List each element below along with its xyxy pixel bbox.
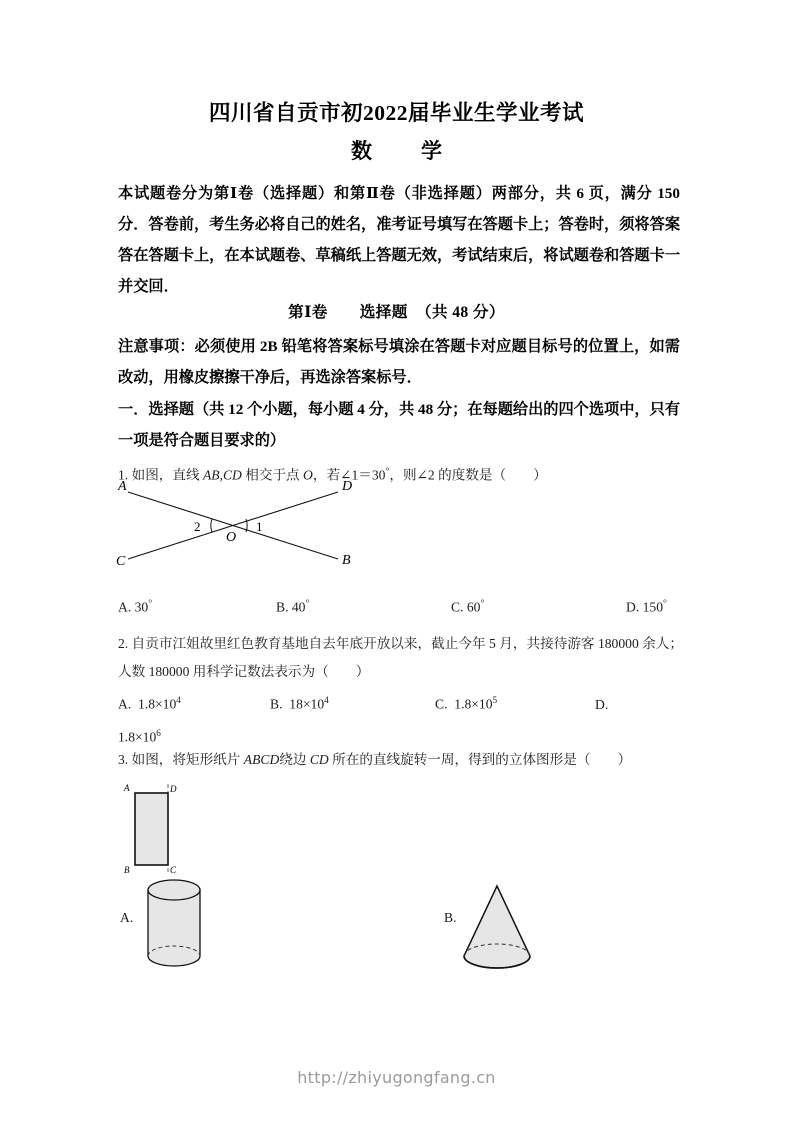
page-title: 四川省自贡市初2022届毕业生学业考试 [208, 101, 584, 125]
question-3-stem [118, 746, 683, 774]
q3-stem-part1: 如图，将矩形纸片 [131, 752, 244, 767]
q3-edge-name: CD [309, 752, 329, 767]
q3-stem-part2: 绕边 [279, 752, 310, 767]
option-2-d-value[interactable]: $1.8\times 10^6$ [118, 727, 161, 745]
q2-stem-text: 自贡市江姐故里红色教育基地自去年底开放以来，截止今年 5 月，共接待游客 180000 余人；人数 180000 用科学记数法表示为（ ） [118, 636, 683, 679]
exponent-c: 5 [492, 695, 498, 705]
q1-degree-symbol: ° [385, 466, 390, 477]
exponent-b: 4 [324, 695, 329, 705]
site-watermark: http://zhiyugongfang.cn [297, 1068, 496, 1087]
option-1-c[interactable]: C. 60° [451, 598, 485, 615]
multiple-choice-heading: 一．选择题（共 12 个小题，每小题 4 分，共 48 分；在每题给出的四个选项中，只有一项是符合题目要求的） [118, 401, 680, 449]
intersecting-lines-diagram [110, 478, 370, 578]
q1-stem-part2: 相交于点 [241, 467, 304, 483]
answer-sheet-notice: 注意事项：必须使用 2B 铅笔将答案标号填涂在答题卡对应题目标号的位置上，如需改动，用橡皮擦擦干净后，再选涂答案标号． [118, 338, 680, 386]
option-1-b[interactable]: B. 40° [276, 598, 310, 615]
question-2-stem [118, 630, 683, 686]
question-1-options [118, 590, 683, 622]
q1-stem-part3: ，若∠1＝30 [312, 467, 386, 483]
q1-point-name: O [303, 467, 313, 483]
q3-label-D: D [170, 784, 177, 794]
q1-label-A: A [118, 479, 127, 494]
cone-figure [430, 868, 730, 978]
option-2-b[interactable]: B. $18\times 10^4$ [270, 695, 329, 712]
option-1-d[interactable]: D. 150° [626, 598, 667, 615]
q1-label-B: B [342, 553, 351, 568]
exam-instructions: 本试题卷分为第Ⅰ卷（选择题）和第Ⅱ卷（非选择题）两部分，共 6 页，满分 150 分．答卷前，考生务必将自己的姓名，准考证号填写在答题卡上；答卷时，须将答案答在答题卡上，在本试题卷、草稿纸上答题无效，考试结束后，将试题卷和答题卡一并交回． [118, 185, 680, 295]
question-2-options [118, 686, 683, 751]
degree-symbol-d: ° [663, 598, 667, 609]
question-1-number: 1. [118, 467, 129, 483]
q1-stem-part4: ，则∠2 的度数是（ ） [389, 467, 547, 483]
degree-symbol-c: ° [480, 598, 485, 609]
section-one-heading: 第Ⅰ卷 选择题 （共 48 分） [288, 304, 505, 321]
q3-rect-name: ABCD [243, 752, 280, 767]
q3-label-A: A [124, 783, 130, 793]
q1-label-angle-2: 2 [194, 519, 201, 534]
exponent-a: 4 [176, 695, 181, 705]
subject-title: 数 学 [351, 139, 456, 163]
cylinder-figure [110, 878, 410, 978]
degree-symbol-a: ° [148, 598, 153, 609]
q3-label-C: C [170, 865, 177, 875]
degree-symbol-b: ° [305, 598, 310, 609]
rectangle-abcd-diagram [110, 778, 230, 878]
q1-label-D: D [342, 479, 353, 494]
option-2-c[interactable]: C. $1.8\times 10^5$ [435, 695, 498, 712]
q1-line-names: AB,CD [202, 467, 242, 483]
q3-label-B: B [124, 865, 130, 875]
question-2-number: 2. [118, 636, 129, 651]
q3-stem-part3: 所在的直线旋转一周，得到的立体图形是（ ） [328, 752, 632, 767]
option-3-b-key[interactable]: B. [444, 910, 457, 925]
question-3-number: 3. [118, 752, 129, 767]
q1-label-O: O [226, 530, 237, 545]
q1-label-C: C [116, 554, 126, 569]
option-2-d-key[interactable]: D. [595, 696, 609, 712]
q1-stem-part1: 如图，直线 [131, 467, 203, 483]
option-1-a[interactable]: A. 30° [118, 598, 153, 615]
exponent-d: 6 [156, 727, 161, 738]
q1-label-angle-1: 1 [256, 519, 263, 534]
option-3-a-key[interactable]: A. [120, 910, 134, 925]
option-2-a[interactable]: A. $1.8\times 10^4$ [118, 695, 181, 712]
